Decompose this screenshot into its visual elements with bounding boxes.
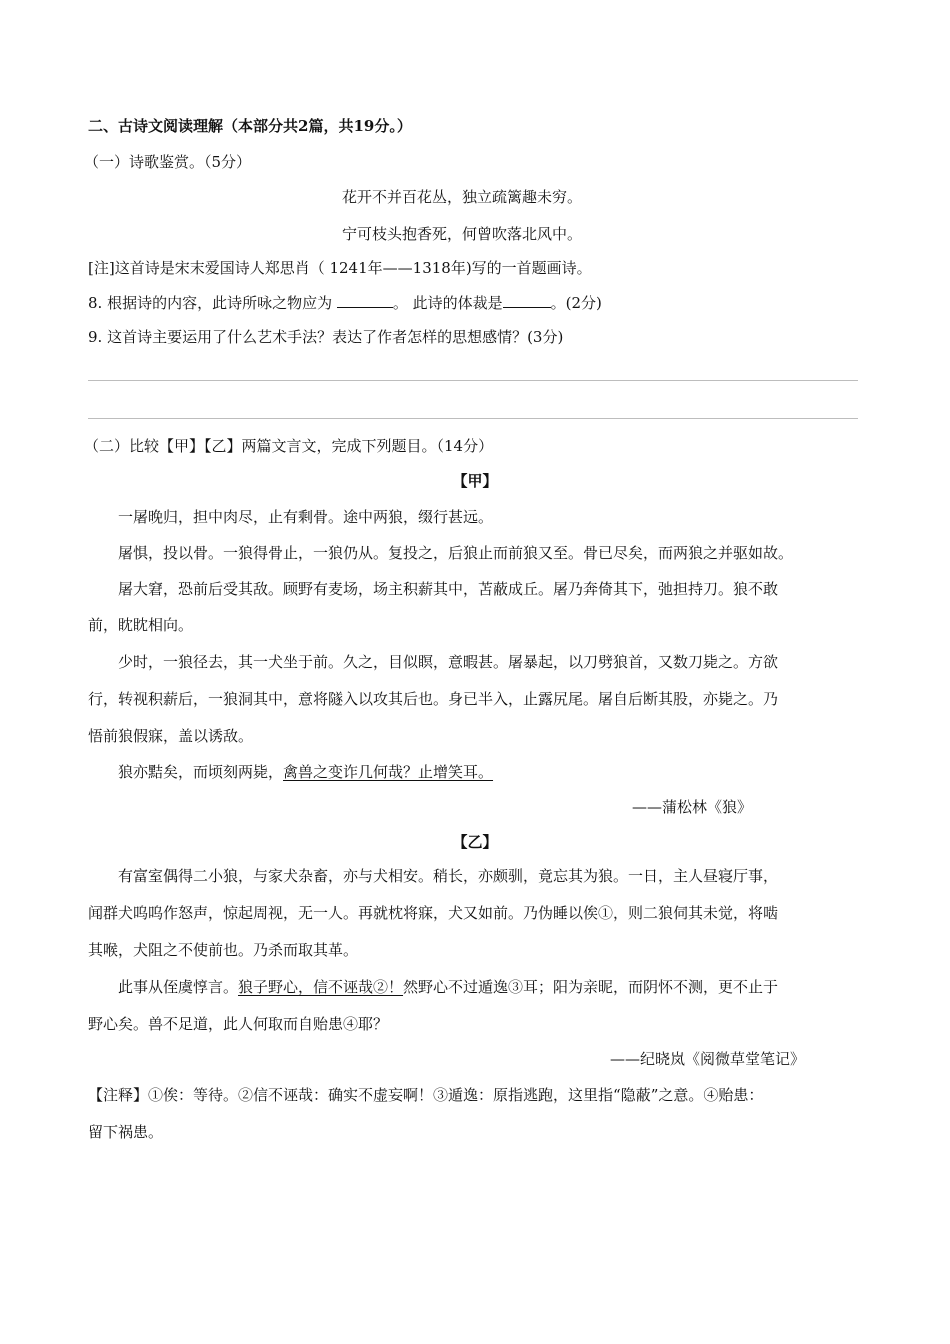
part2-title: （二）比较【甲】【乙】两篇文言文，完成下列题目。（14分） [84,437,494,455]
annotation-label: 【注释】 [88,1086,149,1104]
annotation-line-2: 留下祸患。 [88,1123,164,1141]
question-8 [88,293,602,313]
jia-paragraph-4-line-1: 少时，一狼径去，其一犬坐于前。久之，目似瞑，意暇甚。屠暴起，以刀劈狼首，又数刀毙之。方欲 [118,653,779,671]
question-9: 9. 这首诗主要运用了什么艺术手法？表达了作者怎样的思想感情？(3分) [88,328,564,346]
yi-heading: 【乙】 [452,833,498,851]
poem-line-1: 花开不并百花丛，独立疏篱趣未穷。 [342,188,583,206]
jia-paragraph-4-line-3: 悟前狼假寐，盖以诱敌。 [88,727,254,745]
part1-title: （一）诗歌鉴赏。（5分） [84,153,252,171]
yi-paragraph-1-line-3: 其喉，犬阻之不使前也。乃杀而取其革。 [88,941,359,959]
jia-paragraph-2: 屠惧，投以骨。一狼得骨止，一狼仍从。复投之，后狼止而前狼又至。骨已尽矣，而两狼之并驱如故。 [118,544,794,562]
jia-source: ——蒲松林《狼》 [632,798,753,816]
jia-paragraph-1: 一屠晚归，担中肉尽，止有剩骨。途中两狼，缀行甚远。 [118,508,494,526]
answer-line-2[interactable] [88,418,858,419]
yi-paragraph-1-line-2: 闻群犬呜呜作怒声，惊起周视，无一人。再就枕将寐，犬又如前。乃伪睡以俟①，则二狼伺其未觉，将啮 [88,904,779,922]
jia-paragraph-3-line-1: 屠大窘，恐前后受其敌。顾野有麦场，场主积薪其中，苫蔽成丘。屠乃奔倚其下，弛担持刀。狼不敢 [118,580,779,598]
question-8-text-a: 8. 根据诗的内容，此诗所咏之物应为 [88,294,337,312]
poem-line-2: 宁可枝头抱香死，何曾吹落北风中。 [342,225,583,243]
answer-blank-object[interactable] [337,293,393,308]
jia-paragraph-5-text: 狼亦黠矣，而顷刻两毙， [118,763,284,781]
yi-source: ——纪晓岚《阅微草堂笔记》 [610,1050,806,1068]
yi-paragraph-1-line-1: 有富室偶得二小狼，与家犬杂畜，亦与犬相安。稍长，亦颇驯，竟忘其为狼。一日，主人昼寝厅事， [118,867,779,885]
yi-paragraph-2-text-a: 此事从侄虞惇言。 [118,978,239,996]
jia-paragraph-5 [118,762,493,782]
question-8-text-c: 。(2分) [550,294,602,312]
annotation-line-1 [88,1085,763,1105]
jia-paragraph-4-line-2: 行，转视积薪后，一狼洞其中，意将隧入以攻其后也。身已半入，止露尻尾。屠自后断其股，亦毙之。乃 [88,690,779,708]
jia-heading: 【甲】 [452,472,498,490]
yi-paragraph-2-text-c: 然野心不过遁逸③耳；阳为亲昵，而阴怀不测，更不止于 [403,978,779,996]
jia-paragraph-3-line-2: 前，眈眈相向。 [88,616,194,634]
question-8-text-b: 。 此诗的体裁是 [392,294,503,312]
jia-underlined-sentence: 禽兽之变诈几何哉？止增笑耳。 [283,763,494,781]
answer-blank-genre[interactable] [503,293,551,308]
yi-paragraph-2-line-1 [118,977,778,997]
poem-note: [注]这首诗是宋末爱国诗人郑思肖（ 1241年——1318年)写的一首题画诗。 [88,259,592,277]
annotation-text: ①俟：等待。②信不诬哉：确实不虚妄啊！③遁逸：原指逃跑，这里指“隐蔽”之意。④贻患： [148,1086,764,1104]
yi-paragraph-2-line-2: 野心矣。兽不足道，此人何取而自贻患④耶？ [88,1015,389,1033]
section-heading: 二、古诗文阅读理解（本部分共2篇，共19分。） [88,117,412,135]
yi-underlined-sentence: 狼子野心，信不诬哉②！ [238,978,404,996]
answer-line-1[interactable] [88,380,858,381]
